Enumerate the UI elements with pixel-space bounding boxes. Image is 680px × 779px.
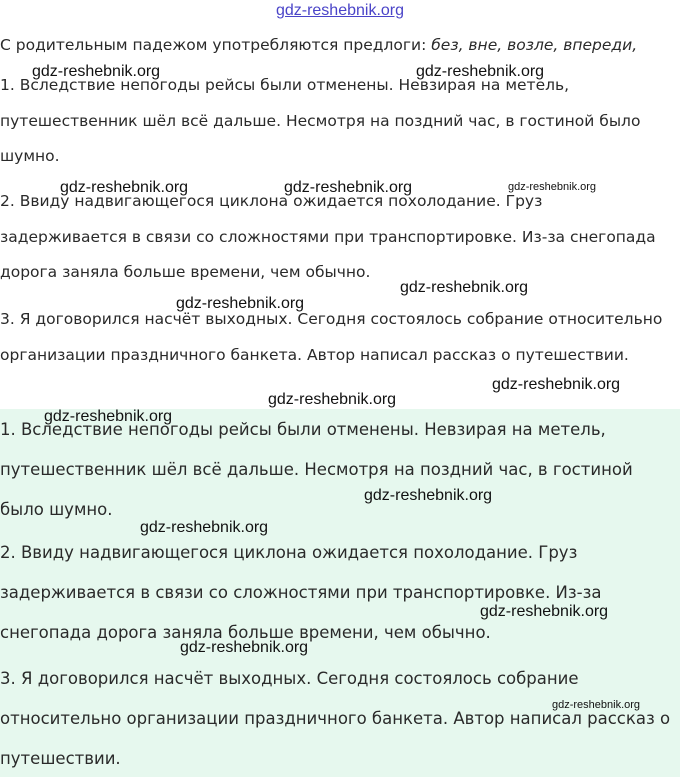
watermark: gdz-reshebnik.org bbox=[416, 63, 545, 80]
answer-box bbox=[0, 409, 680, 777]
watermark: gdz-reshebnik.org bbox=[140, 519, 269, 536]
watermark: gdz-reshebnik.org bbox=[268, 391, 397, 408]
watermark: gdz-reshebnik.org bbox=[44, 408, 173, 425]
paragraph-1: 1. Вследствие непогоды рейсы были отменены. Невзирая на метель, путешественник шёл всё дальше. Несмотря на поздний час, в гостиной было шумно. bbox=[0, 76, 641, 165]
watermark: gdz-reshebnik.org bbox=[176, 295, 305, 312]
intro-line bbox=[0, 34, 680, 56]
watermark: gdz-reshebnik.org bbox=[32, 63, 161, 80]
answer-paragraph-3: 3. Я договорился насчёт выходных. Сегодня состоялось собрание относительно организации праздничного банкета. Автор написал рассказ о путешествии. bbox=[0, 669, 671, 768]
paragraph-2: 2. Ввиду надвигающегося циклона ожидается похолодание. Груз задерживается в связи со сложностями при транспортировке. Из-за снегопада дорога заняла больше времени, чем обычно. bbox=[0, 192, 656, 281]
watermark: gdz-reshebnik.org bbox=[480, 603, 609, 620]
watermark: gdz-reshebnik.org bbox=[60, 179, 189, 196]
watermark: gdz-reshebnik.org bbox=[492, 376, 621, 393]
watermark: gdz-reshebnik.org bbox=[508, 181, 597, 193]
answer-paragraph-2: 2. Ввиду надвигающегося циклона ожидается похолодание. Груз задерживается в связи со сложностями при транспортировке. Из-за снегопада дорога заняла больше времени, чем обычно. bbox=[0, 543, 602, 642]
site-link[interactable]: gdz-reshebnik.org bbox=[275, 2, 405, 19]
watermark: gdz-reshebnik.org bbox=[400, 279, 529, 296]
answer-paragraph-1: 1. Вследствие непогоды рейсы были отменены. Невзирая на метель, путешественник шёл всё дальше. Несмотря на поздний час, в гостиной было шумно. bbox=[0, 420, 633, 519]
intro-prepositions: без, вне, возле, впереди, bbox=[431, 36, 638, 54]
watermark: gdz-reshebnik.org bbox=[180, 639, 309, 656]
watermark: gdz-reshebnik.org bbox=[284, 179, 413, 196]
paragraph-3: 3. Я договорился насчёт выходных. Сегодня состоялось собрание относительно организации праздничного банкета. Автор написал рассказ о путешествии. bbox=[0, 310, 663, 364]
watermark: gdz-reshebnik.org bbox=[552, 699, 641, 711]
watermark: gdz-reshebnik.org bbox=[364, 487, 493, 504]
intro-prefix: С родительным падежом употребляются предлоги: bbox=[0, 36, 432, 54]
